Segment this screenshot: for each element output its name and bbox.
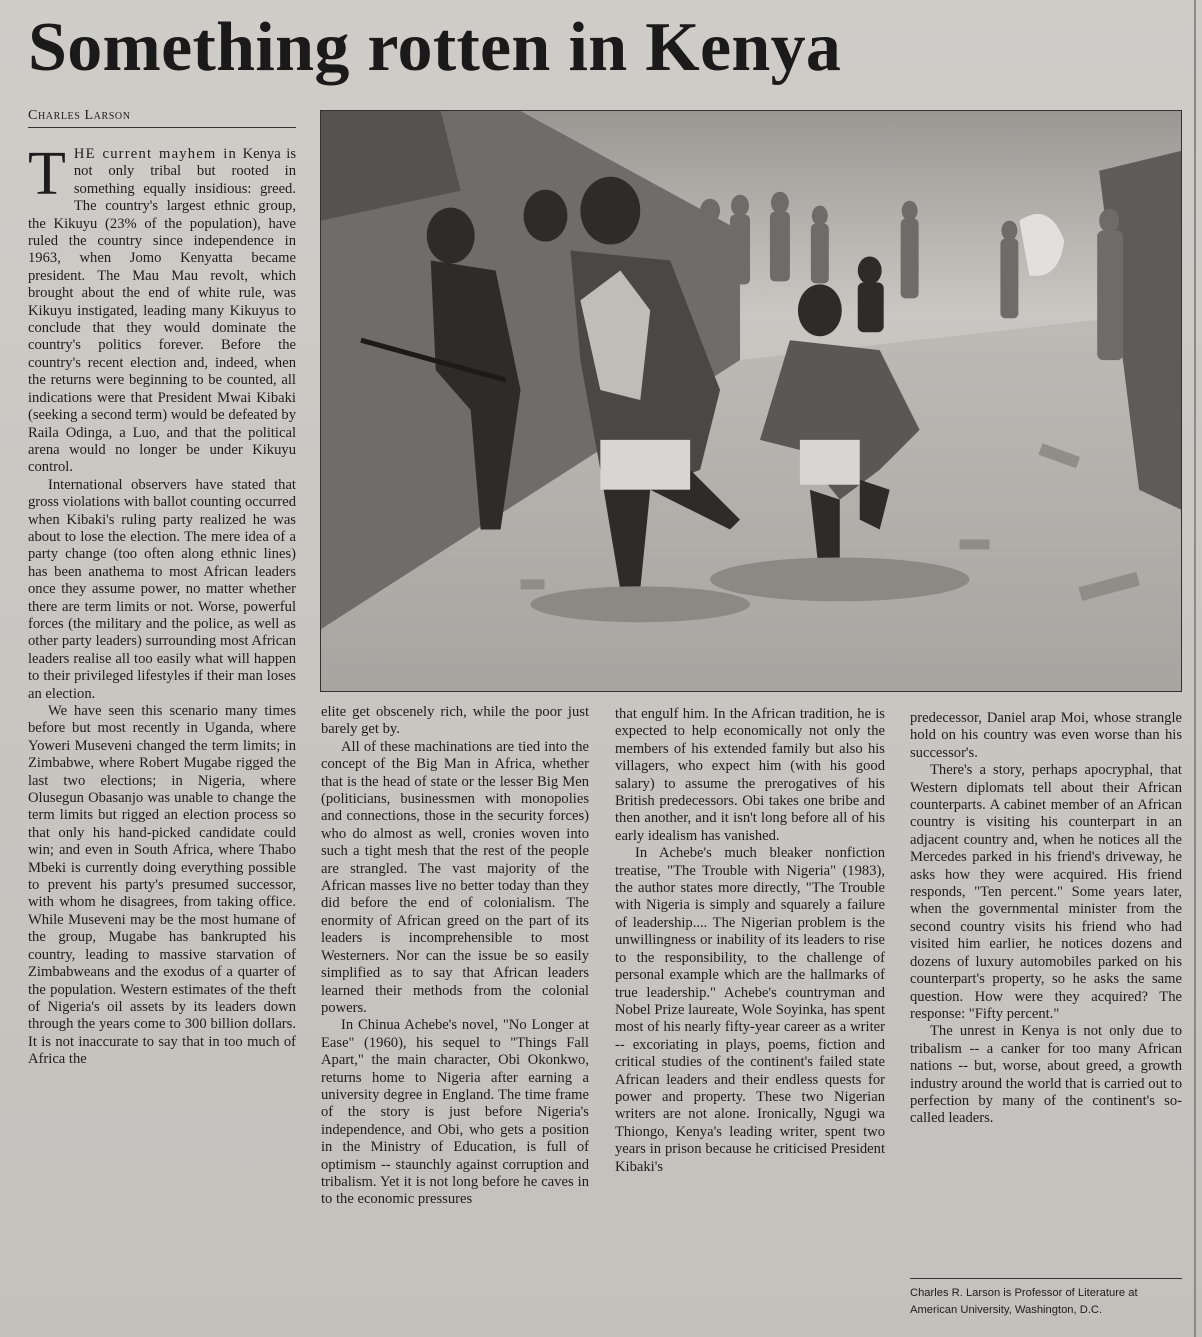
paragraph: International observers have stated that gross violations with ballot counting occurred when Kibaki's ruling party realized he was about to lose the election. The mere idea of a party change (too often along ethnic lines) has been anathema to most African leaders once they assume power, no matter whether there are term limits or not. Worse, powerful forces (the military and the police, as well as other party leaders) surrounding most African leaders realise all too easily what will happen to their privileged lifestyles if their man loses an election. (28, 476, 296, 702)
drop-cap: T (28, 140, 66, 208)
lead-rest: Kenya is not only tribal but rooted in something equally insidious: greed. The country's largest ethnic group, the Kikuyu (23% of the population), have ruled the country since independence in 1963, when Jomo Kenyatta became president. The Mau Mau revolt, which brought about the end of white rule, was Kikuyu instigated, leading many Kikuyus to conclude that they would dominate the country's politics forever. Before the country's recent election and, indeed, when the returns were beginning to be counted, all indications were that President Mwai Kibaki (seeking a second term) would be defeated by Raila Odinga, a Luo, and that the political arena would no longer be under Kikuyu control. (28, 146, 297, 476)
paragraph: that engulf him. In the African tradition, he is expected to help economically not only the members of his extended family but also his villagers, who expect him (with his good salary) to assume the prerogatives of his British predecessors. Obi takes one bribe and then another, and it isn't long before all of his early idealism has vanished. (615, 706, 885, 844)
paragraph: There's a story, perhaps apocryphal, that Western diplomats tell about their African counterparts. A cabinet member of an African country is visiting his counterpart in an adjacent country and, when he notices all the Mercedes parked in his friend's driveway, he asks how they were acquired. His friend responds, "Ten percent." Some years later, when the governmental minister from the second country visits his friend who had visited him earlier, he notices dozens and dozens of luxury automobiles parked on his counterpart's property, so he asks the same question. How were they acquired? The response: "Fifty percent." (910, 762, 1182, 1022)
news-photo (320, 110, 1182, 692)
article-column-1 (28, 140, 297, 1069)
article-column-2 (321, 704, 589, 1209)
photo-illustration (321, 111, 1181, 691)
paragraph: In Chinua Achebe's novel, "No Longer at Ease" (1960), his sequel to "Things Fall Apart," the main character, Obi Okonkwo, returns home to Nigeria after earning a university degree in England. The time frame of the story is just before Nigeria's independence, and Obi, who gets a position in the Ministry of Education, is full of optimism -- staunchly against corruption and tribalism. Yet it is not long before he caves in to the economic pressures (321, 1017, 589, 1208)
headline: Something rotten in Kenya (28, 9, 842, 86)
byline: Charles Larson (28, 108, 296, 128)
paragraph: All of these machinations are tied into the concept of the Big Man in Africa, whether that is the head of state or the lesser Big Men (politicians, businessmen with monopolies and connections, those in the security forces) who do almost as well, cronies woven into such a tight mesh that the rest of the people are strangled. The vast majority of the African masses live no better today than they did before the end of colonialism. The enormity of African greed on the part of its leaders is incomprehensible to most Westerners. Nor can the issue be so easily simplified as to say that African leaders learned their methods from the colonial powers. (321, 738, 589, 1016)
article-column-4 (910, 710, 1182, 1128)
paragraph: We have seen this scenario many times before but most recently in Uganda, where Yoweri Museveni changed the term limits; in Zimbabwe, where Robert Mugabe rigged the last two elections; in Nigeria, where Olusegun Obasanjo was unable to change the term limits but rigged an election process so that only his hand-picked candidate could win; and even in South Africa, where Thabo Mbeki is currently doing everything possible to prevent his party's presumed successor, with whom he disagrees, from taking office. While Museveni may be the most humane of the group, Mugabe has bankrupted his country, leading to massive starvation of Zimbabweans and the exodus of a quarter of the population. Western estimates of the theft of Nigeria's oil assets by its leaders down through the years come to 300 billion dollars. It is not inaccurate to say that in too much of Africa the (28, 703, 296, 1068)
page-edge-rule (1194, 0, 1196, 1337)
paragraph-lead (28, 140, 297, 477)
paragraph: predecessor, Daniel arap Moi, whose strangle hold on his country was even worse than his successor's. (910, 710, 1182, 761)
paragraph: In Achebe's much bleaker nonfiction treatise, "The Trouble with Nigeria" (1983), the author states more directly, "The Trouble with Nigeria is simply and squarely a failure of leadership.... The Nigerian problem is the unwillingness or inability of its leaders to rise to the responsibility, to the challenge of personal example which are the hallmarks of true leadership." Achebe's countryman and Nobel Prize laureate, Wole Soyinka, has spent most of his nearly fifty-year career as a writer -- excoriating in plays, poems, fiction and critical studies of the continent's failed state African leaders and their endless quests for power and property. These two Nigerian writers are not alone. Ironically, Ngugi wa Thiongo, Kenya's leading writer, spent two years in prison because he criticised President Kibaki's (615, 845, 885, 1175)
author-bio: Charles R. Larson is Professor of Literature at American University, Washington, D.C. (910, 1278, 1182, 1319)
paragraph: elite get obscenely rich, while the poor just barely get by. (321, 704, 589, 738)
lead-caps: HE current mayhem in (73, 146, 238, 162)
paragraph: The unrest in Kenya is not only due to tribalism -- a canker for too many African nations -- but, worse, about greed, a growth industry around the world that is carried out to perfection by many of the continent's so-called leaders. (910, 1023, 1182, 1127)
article-column-3 (615, 706, 885, 1176)
